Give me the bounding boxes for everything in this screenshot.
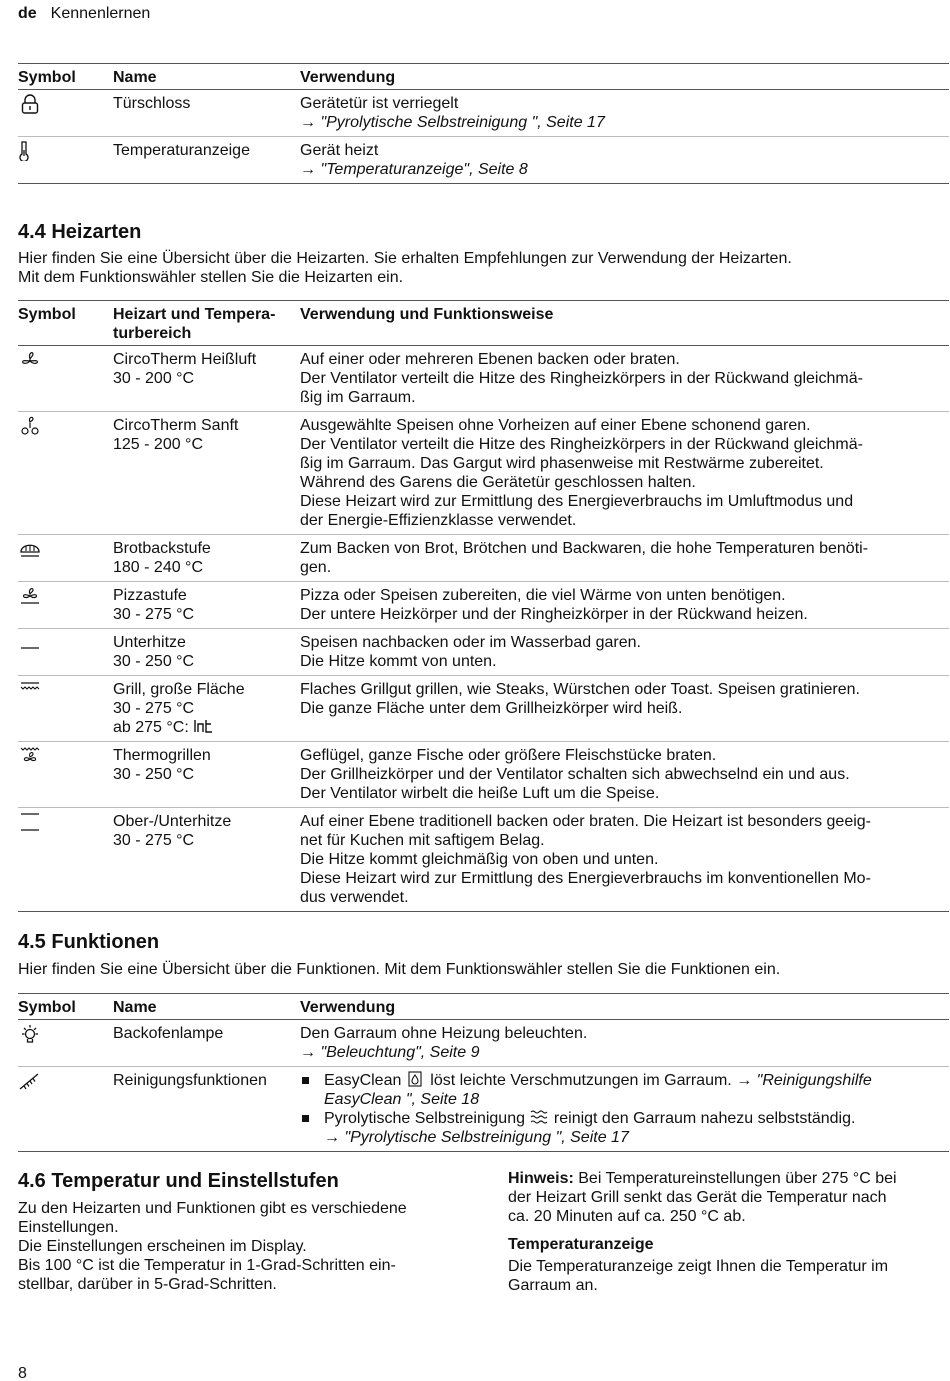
- description-cell: [300, 808, 949, 912]
- function-text: löst leichte Verschmutzungen im Garraum.: [430, 1072, 737, 1089]
- heating-mode-cell: [113, 412, 300, 535]
- description-line: Die Hitze kommt von unten.: [300, 653, 497, 670]
- heating-mode-name: CircoTherm Heißluft: [113, 351, 257, 368]
- cross-reference[interactable]: → "Temperaturanzeige", Seite 8: [300, 161, 528, 178]
- language-tag: de: [18, 5, 37, 22]
- body-line: stellbar, darüber in 5-Grad-Schritten.: [18, 1276, 277, 1293]
- heating-mode-name: Grill, große Fläche: [113, 681, 245, 698]
- col-use-function: Verwendung und Funktionsweise: [300, 301, 949, 346]
- temperature-range: 30 - 275 °C: [113, 832, 195, 849]
- description-line: Der Ventilator verteilt die Hitze des Ringheizkörpers in der Rückwand gleichmä-: [300, 436, 863, 453]
- heating-mode-cell: [113, 629, 300, 676]
- description-cell: [300, 742, 949, 808]
- temperature-range: 180 - 240 °C: [113, 559, 204, 576]
- col-name: Name: [113, 994, 300, 1020]
- table-row: [18, 1067, 949, 1152]
- temperature-range: 125 - 200 °C: [113, 436, 204, 453]
- heating-mode-cell: [113, 582, 300, 629]
- table-row: [18, 582, 949, 629]
- description-line: Diese Heizart wird zur Ermittlung des Energieverbrauchs im konventionellen Mo-: [300, 870, 871, 887]
- heating-mode-name: Pizzastufe: [113, 587, 187, 604]
- table-row: [18, 137, 949, 184]
- description-line: Geflügel, ganze Fische oder größere Fleischstücke braten.: [300, 747, 717, 764]
- body-line: Die Temperaturanzeige zeigt Ihnen die Temperatur im: [508, 1258, 889, 1275]
- section-title-heizarten: 4.4 Heizarten: [18, 221, 142, 243]
- heating-mode-cell: [113, 676, 300, 742]
- row-extra: [113, 718, 300, 737]
- table-row: [18, 412, 949, 535]
- col-name: Name: [113, 64, 300, 90]
- description-cell: [300, 412, 949, 535]
- body-line: Bis 100 °C ist die Temperatur in 1-Grad-Schritten ein-: [18, 1257, 396, 1274]
- table-row: [18, 742, 949, 808]
- note: [508, 1169, 948, 1226]
- cross-reference[interactable]: EasyClean ", Seite 18: [324, 1091, 480, 1108]
- section-title-funktionen: 4.5 Funktionen: [18, 931, 160, 953]
- heating-modes-table: [18, 300, 949, 912]
- col-symbol: Symbol: [18, 994, 113, 1020]
- list-item: [300, 1071, 949, 1109]
- function-text: reinigt den Garraum nahezu selbstständig.: [553, 1110, 856, 1127]
- intro-line: Mit dem Funktionswähler stellen Sie die Heizarten ein.: [18, 269, 404, 286]
- heating-mode-name: Ober-/Unterhitze: [113, 813, 232, 830]
- function-list: [300, 1071, 949, 1147]
- note-label: Hinweis:: [508, 1170, 574, 1187]
- temperature-range: 30 - 250 °C: [113, 653, 195, 670]
- heating-mode-name: Brotbackstufe: [113, 540, 211, 557]
- description-line: Der untere Heizkörper und der Ringheizkörper in der Rückwand heizen.: [300, 606, 808, 623]
- description-line: Der Ventilator verteilt die Hitze des Ringheizkörpers in der Rückwand gleichmä-: [300, 370, 863, 387]
- description-line: Der Grillheizkörper und der Ventilator schalten sich abwechselnd ein und aus.: [300, 766, 850, 783]
- intro-line: Hier finden Sie eine Übersicht über die Heizarten. Sie erhalten Empfehlungen zur Verwendung der Heizarten.: [18, 250, 792, 267]
- description-cell: [300, 582, 949, 629]
- note-line: der Heizart Grill senkt das Gerät die Temperatur nach: [508, 1189, 887, 1206]
- subsection-body: [508, 1257, 948, 1295]
- description-line: Auf einer oder mehreren Ebenen backen oder braten.: [300, 351, 680, 368]
- fan-icon: [18, 350, 42, 370]
- cleaning-icon: [18, 1071, 42, 1091]
- col-symbol: Symbol: [18, 301, 113, 346]
- function-name: Pyrolytische Selbstreinigung: [324, 1110, 525, 1127]
- thermometer-icon: [18, 141, 42, 161]
- section-intro: [18, 249, 792, 287]
- page-number: 8: [18, 1365, 27, 1381]
- heating-mode-cell: [113, 808, 300, 912]
- fan-gentle-icon: [18, 416, 42, 436]
- bottom-heat-icon: [18, 633, 42, 653]
- heating-mode-name: Thermogrillen: [113, 747, 211, 764]
- row-name: Temperaturanzeige: [113, 137, 300, 184]
- table-row: [18, 676, 949, 742]
- description-line: Die ganze Fläche unter dem Grillheizkörper wird heiß.: [300, 700, 683, 717]
- description-cell: [300, 535, 949, 582]
- description-line: Ausgewählte Speisen ohne Vorheizen auf einer Ebene schonend garen.: [300, 417, 811, 434]
- table-row: [18, 535, 949, 582]
- thermogrill-icon: [18, 746, 42, 766]
- table-row: [18, 346, 949, 412]
- description-line: Zum Backen von Brot, Brötchen und Backwaren, die hohe Temperaturen benöti-: [300, 540, 869, 557]
- cross-reference[interactable]: → "Beleuchtung", Seite 9: [300, 1044, 480, 1061]
- section-title-temperatur: 4.6 Temperatur und Einstellstufen: [18, 1170, 339, 1192]
- functions-table: [18, 993, 949, 1152]
- easyclean-icon: [406, 1071, 426, 1087]
- description-cell: [300, 629, 949, 676]
- bread-icon: [18, 539, 42, 559]
- description-line: Diese Heizart wird zur Ermittlung des Energieverbrauchs im Umluftmodus und: [300, 493, 854, 510]
- description-line: dus verwendet.: [300, 889, 409, 906]
- cross-reference[interactable]: → "Pyrolytische Selbstreinigung ", Seite 17: [324, 1129, 629, 1146]
- section-name: Kennenlernen: [50, 5, 151, 22]
- description-line: ßig im Garraum. Das Gargut wird phasenweise mit Restwärme zubereitet.: [300, 455, 824, 472]
- description-cell: [300, 346, 949, 412]
- int-icon: [193, 718, 213, 734]
- table-row: [18, 90, 949, 137]
- temperature-range: 30 - 275 °C: [113, 700, 195, 717]
- heating-mode-cell: [113, 346, 300, 412]
- running-header: [18, 4, 150, 23]
- function-name: EasyClean: [324, 1072, 402, 1089]
- cross-reference[interactable]: → "Reinigungshilfe: [736, 1072, 872, 1089]
- row-name: Türschloss: [113, 90, 300, 137]
- heating-mode-cell: [113, 742, 300, 808]
- list-item: [300, 1109, 949, 1147]
- header-line: turbereich: [113, 325, 192, 342]
- col-heating-mode: [113, 301, 300, 346]
- description-line: der Energie-Effizienzklasse verwendet.: [300, 512, 577, 529]
- symbols-table: [18, 63, 949, 184]
- cross-reference[interactable]: → "Pyrolytische Selbstreinigung ", Seite 17: [300, 114, 605, 131]
- grill-icon: [18, 680, 42, 700]
- table-row: [18, 629, 949, 676]
- note-line: Bei Temperatureinstellungen über 275 °C bei: [573, 1170, 897, 1187]
- temperature-range: 30 - 275 °C: [113, 606, 195, 623]
- header-line: Heizart und Tempera-: [113, 306, 276, 323]
- col-use: Verwendung: [300, 994, 949, 1020]
- temperature-range: 30 - 250 °C: [113, 766, 195, 783]
- heating-mode-name: Unterhitze: [113, 634, 186, 651]
- body-line: Zu den Heizarten und Funktionen gibt es verschiedene: [18, 1200, 407, 1217]
- pyrolysis-icon: [529, 1109, 549, 1125]
- description-line: gen.: [300, 559, 332, 576]
- row-use: Den Garraum ohne Heizung beleuchten.: [300, 1025, 588, 1042]
- subheading: Temperaturanzeige: [508, 1236, 654, 1253]
- section-intro: Hier finden Sie eine Übersicht über die Funktionen. Mit dem Funktionswähler stellen Sie die Funktionen ein.: [18, 961, 781, 978]
- row-name: Reinigungsfunktionen: [113, 1067, 300, 1152]
- table-row: [18, 808, 949, 912]
- body-line: Garraum an.: [508, 1277, 598, 1294]
- body-line: Einstellungen.: [18, 1219, 119, 1236]
- lock-icon: [18, 94, 42, 114]
- note-line: ca. 20 Minuten auf ca. 250 °C ab.: [508, 1208, 746, 1225]
- col-use: Verwendung: [300, 64, 949, 90]
- description-line: Während des Garens die Gerätetür geschlossen halten.: [300, 474, 696, 491]
- pizza-icon: [18, 586, 42, 606]
- extra-text: ab 275 °C:: [113, 719, 189, 736]
- description-line: net für Kuchen mit saftigem Belag.: [300, 832, 545, 849]
- body-line: Die Einstellungen erscheinen im Display.: [18, 1238, 307, 1255]
- description-line: Flaches Grillgut grillen, wie Steaks, Würstchen oder Toast. Speisen gratinieren.: [300, 681, 860, 698]
- heating-mode-cell: [113, 535, 300, 582]
- section-body: [18, 1199, 488, 1294]
- description-line: Speisen nachbacken oder im Wasserbad garen.: [300, 634, 641, 651]
- table-row: [18, 1020, 949, 1067]
- description-line: Die Hitze kommt gleichmäßig von oben und unten.: [300, 851, 659, 868]
- row-use: Gerätetür ist verriegelt: [300, 95, 459, 112]
- description-line: ßig im Garraum.: [300, 389, 416, 406]
- description-line: Pizza oder Speisen zubereiten, die viel Wärme von unten benötigen.: [300, 587, 786, 604]
- description-cell: [300, 676, 949, 742]
- col-symbol: Symbol: [18, 64, 113, 90]
- top-bottom-heat-icon: [18, 812, 42, 832]
- description-line: Der Ventilator wirbelt die heiße Luft um die Speise.: [300, 785, 660, 802]
- temperature-range: 30 - 200 °C: [113, 370, 195, 387]
- note-column: [508, 1169, 948, 1295]
- row-use: Gerät heizt: [300, 142, 379, 159]
- heating-mode-name: CircoTherm Sanft: [113, 417, 239, 434]
- lamp-icon: [18, 1024, 42, 1044]
- row-name: Backofenlampe: [113, 1020, 300, 1067]
- description-line: Auf einer Ebene traditionell backen oder braten. Die Heizart ist besonders geeig-: [300, 813, 871, 830]
